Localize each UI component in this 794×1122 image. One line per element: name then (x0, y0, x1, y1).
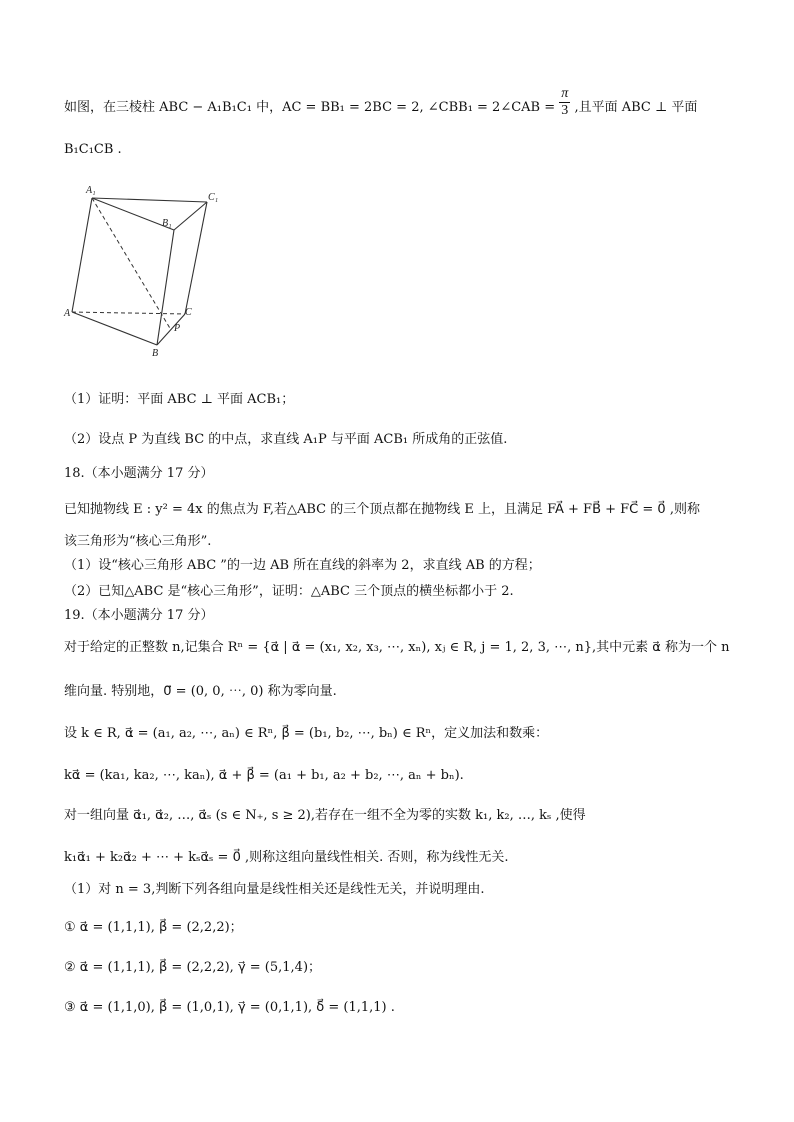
edge-CC1 (185, 202, 207, 314)
fraction-numerator: π (561, 86, 569, 101)
q18-part-1: （1）设“核心三角形 ABC ”的一边 AB 所在直线的斜率为 2，求直线 AB 的方程； (64, 558, 541, 573)
label-C1: C₁ (208, 192, 219, 203)
label-B: B (152, 348, 159, 359)
q19-line-1: 对于给定的正整数 n,记集合 Rⁿ = {α⃗ | α⃗ = (x₁, x₂, x₃, ⋯, xₙ), xⱼ ∈ R, j = 1, 2, 3, ⋯, n},其中元素 α⃗ 称为一个 n (64, 640, 730, 655)
label-A: A (64, 308, 71, 319)
edge-AC-hidden (72, 312, 185, 314)
q19-header: 19.（本小题满分 17 分） (64, 608, 214, 623)
q19-line-3: 设 k ∈ R, α⃗ = (a₁, a₂, ⋯, aₙ) ∈ Rⁿ, β⃗ = (b₁, b₂, ⋯, bₙ) ∈ Rⁿ，定义加法和数乘： (64, 726, 549, 741)
q19-item-1: ① α⃗ = (1,1,1), β⃗ = (2,2,2)； (64, 920, 243, 935)
label-A1: A₁ (86, 185, 96, 196)
q19-part-1: （1）对 n = 3,判断下列各组向量是线性相关还是线性无关，并说明理由. (64, 882, 485, 897)
segment-A1P-hidden (92, 198, 171, 330)
edge-AB (72, 312, 157, 345)
label-C: C (185, 307, 192, 318)
q17-part-1: （1）证明：平面 ABC ⊥ 平面 ACB₁； (64, 392, 295, 407)
edge-AA1 (72, 198, 92, 312)
edge-A1C1 (92, 198, 207, 202)
q17-part-2: （2）设点 P 为直线 BC 的中点，求直线 A₁P 与平面 ACB₁ 所成角的正弦值. (64, 432, 508, 447)
q18-part-2: （2）已知△ABC 是“核心三角形”，证明：△ABC 三个顶点的横坐标都小于 2. (64, 584, 514, 599)
q19-line-2: 维向量. 特别地，0⃗ = (0, 0, ⋯, 0) 称为零向量. (64, 684, 337, 699)
q19-item-3: ③ α⃗ = (1,1,0), β⃗ = (1,0,1), γ⃗ = (0,1,1), δ⃗ = (1,1,1) . (64, 1000, 395, 1015)
q19-item-2: ② α⃗ = (1,1,1), β⃗ = (2,2,2), γ⃗ = (5,1,4)； (64, 960, 322, 975)
q19-line-4: kα⃗ = (ka₁, ka₂, ⋯, kaₙ), α⃗ + β⃗ = (a₁ + b₁, a₂ + b₂, ⋯, aₙ + bₙ). (64, 768, 464, 783)
q19-line-5: 对一组向量 α⃗₁, α⃗₂, …, α⃗ₛ (s ∈ N₊, s ≥ 2),若存在一组不全为零的实数 k₁, k₂, …, kₛ ,使得 (64, 808, 586, 823)
q18-header: 18.（本小题满分 17 分） (64, 466, 214, 481)
prism-figure (62, 180, 232, 360)
pi-over-3-fraction (559, 86, 570, 119)
q19-line-6: k₁α⃗₁ + k₂α⃗₂ + ⋯ + kₛα⃗ₛ = 0⃗ ,则称这组向量线性相关. 否则，称为线性无关. (64, 850, 509, 865)
fraction-denominator: 3 (561, 103, 569, 118)
label-B1: B₁ (162, 218, 172, 229)
intro-text-tail: ,且平面 ABC ⊥ 平面 (574, 100, 698, 115)
edge-BB1 (157, 230, 174, 345)
intro-line-2: B₁C₁CB . (64, 142, 122, 157)
label-P: P (174, 323, 181, 334)
q18-line-2: 该三角形为“核心三角形”. (64, 534, 212, 549)
q18-line-1: 已知抛物线 E : y² = 4x 的焦点为 F,若△ABC 的三个顶点都在抛物线 E 上，且满足 FA⃗ + FB⃗ + FC⃗ = 0⃗ ,则称 (64, 502, 700, 517)
intro-line-1 (64, 86, 754, 119)
intro-text: 如图，在三棱柱 ABC − A₁B₁C₁ 中，AC = BB₁ = 2BC = 2, ∠CBB₁ = 2∠CAB = (64, 100, 556, 115)
